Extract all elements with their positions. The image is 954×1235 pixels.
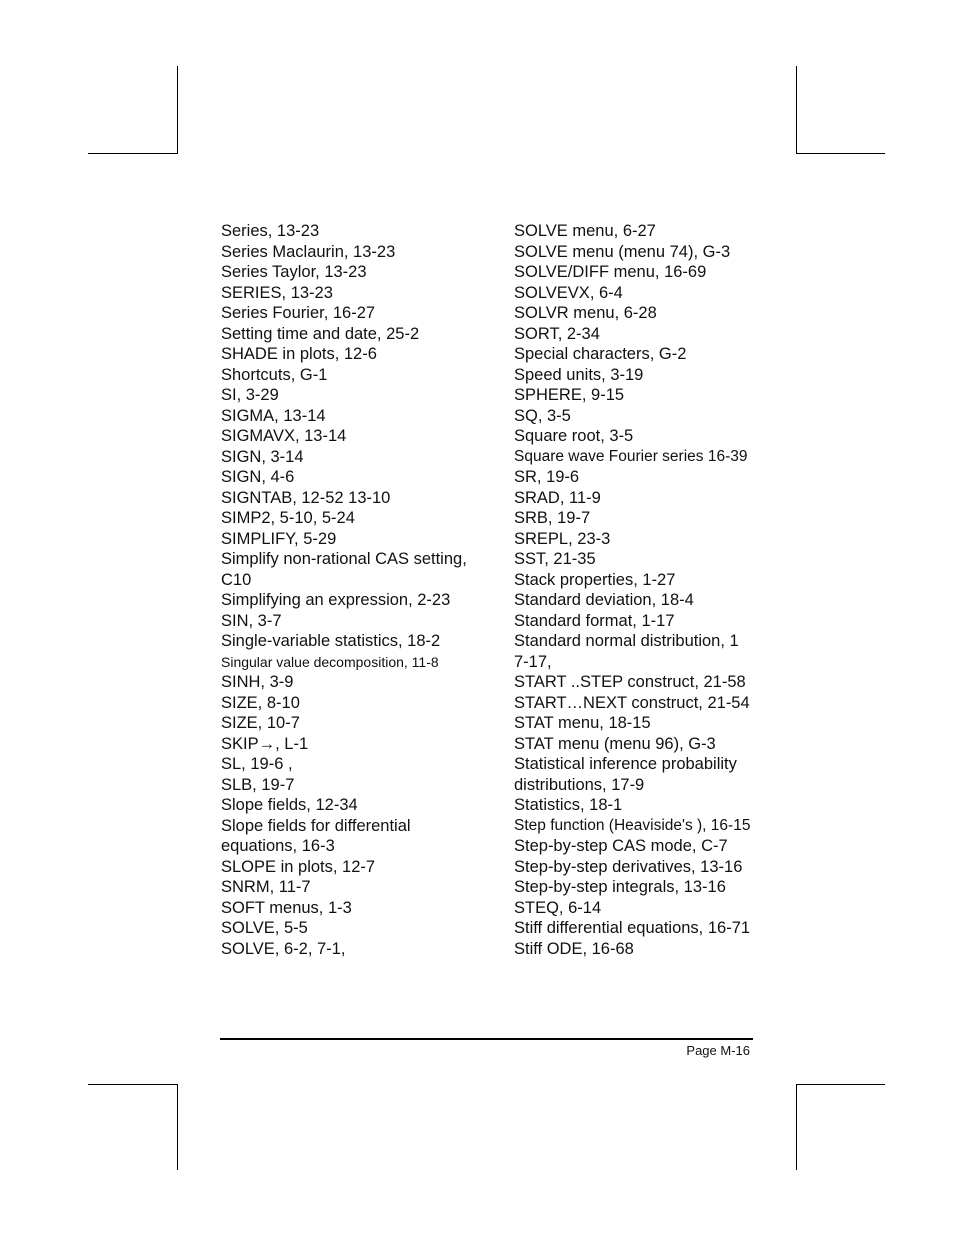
index-entry: SIGNTAB, 12-52 13-10 [221, 488, 391, 507]
crop-mark-top-right-vertical [796, 66, 797, 154]
index-entry: Standard format, 1-17 [514, 611, 675, 630]
index-entry: SOFT menus, 1-3 [221, 898, 352, 917]
index-entry: Step-by-step CAS mode, C-7 [514, 837, 728, 855]
index-entry: Slope fields, 12-34 [221, 796, 358, 814]
index-entry: Standard deviation, 18-4 [514, 591, 694, 609]
index-entry: SIGMAVX, 13-14 [221, 427, 347, 445]
index-entry: SOLVE, 5-5 [221, 919, 308, 937]
index-entry: SORT, 2-34 [514, 324, 600, 343]
index-entry: SNRM, 11-7 [221, 878, 311, 896]
index-entry: Step function (Heaviside's ), 16-15 [514, 816, 751, 834]
index-entry: SR, 19-6 [514, 468, 580, 486]
index-entry: Square wave Fourier series 16-39 [514, 447, 748, 465]
index-entry: SIGN, 3-14 [221, 447, 304, 466]
crop-mark-top-left-horizontal [88, 153, 177, 154]
crop-mark-top-left-vertical [177, 66, 178, 154]
index-left-column [221, 221, 491, 959]
index-entry: Shortcuts, G-1 [221, 365, 328, 384]
index-entry: SOLVEVX, 6-4 [514, 283, 623, 302]
index-entry: STEQ, 6-14 [514, 898, 602, 917]
index-entry: SIN, 3-7 [221, 611, 282, 630]
index-entry: SOLVE, 6-2, 7-1, [221, 939, 346, 958]
index-entry: SIGN, 4-6 [221, 468, 295, 486]
index-entry: SIZE, 8-10 [221, 693, 300, 712]
crop-mark-bottom-right-horizontal [796, 1084, 885, 1085]
index-entry: Special characters, G-2 [514, 345, 687, 363]
index-entry: Slope fields for differential equations, 16-3 [221, 816, 411, 855]
index-entry: SIMP2, 5-10, 5-24 [221, 509, 355, 527]
index-entry: SOLVE menu, 6-27 [514, 222, 656, 240]
page-number: Page M-16 [686, 1043, 750, 1058]
index-entry: SOLVE/DIFF menu, 16-69 [514, 263, 707, 281]
index-entry: Series Taylor, 13-23 [221, 263, 367, 281]
index-entry: SRAD, 11-9 [514, 488, 601, 507]
index-entry: Stiff differential equations, 16-71 [514, 919, 751, 937]
index-entry: Simplify non-rational CAS setting, C10 [221, 550, 467, 589]
index-entry: SLB, 19-7 [221, 775, 295, 794]
index-entry: SST, 21-35 [514, 550, 596, 568]
index-entry: SREPL, 23-3 [514, 529, 611, 548]
index-entry: Stiff ODE, 16-68 [514, 939, 634, 958]
index-right-column [514, 221, 764, 959]
index-entry: SRB, 19-7 [514, 509, 591, 527]
index-entry: Series Fourier, 16-27 [221, 304, 376, 322]
index-entry: Singular value decomposition, 11-8 [221, 653, 439, 670]
index-entry: Single-variable statistics, 18-2 [221, 632, 441, 650]
crop-mark-top-right-horizontal [796, 153, 885, 154]
index-entry: Statistical inference probability distributions, 17-9 [514, 755, 737, 794]
index-entry: Statistics, 18-1 [514, 796, 623, 814]
index-entry: STAT menu, 18-15 [514, 714, 651, 732]
index-entry: SIMPLIFY, 5-29 [221, 529, 337, 548]
index-entry: SOLVE menu (menu 74), G-3 [514, 242, 731, 261]
crop-mark-bottom-left-vertical [177, 1084, 178, 1170]
index-entry: Series, 13-23 [221, 222, 320, 240]
index-entry: Setting time and date, 25-2 [221, 324, 420, 343]
index-entry: Series Maclaurin, 13-23 [221, 242, 396, 261]
index-entry: SINH, 3-9 [221, 673, 294, 691]
index-entry: Simplifying an expression, 2-23 [221, 591, 451, 609]
index-entry: Step-by-step integrals, 13-16 [514, 878, 726, 896]
index-entry: SI, 3-29 [221, 386, 279, 404]
index-entry: Speed units, 3-19 [514, 365, 644, 384]
index-entry: Square root, 3-5 [514, 427, 634, 445]
index-entry: SLOPE in plots, 12-7 [221, 857, 376, 876]
index-entry: SIGMA, 13-14 [221, 406, 326, 425]
index-entry: SERIES, 13-23 [221, 283, 333, 302]
index-entry: SIZE, 10-7 [221, 714, 300, 732]
index-entry: Standard normal distribution, 17-17, [514, 632, 739, 671]
index-entry: SPHERE, 9-15 [514, 386, 625, 404]
index-entry: STAT menu (menu 96), G-3 [514, 734, 716, 753]
index-entry: Step-by-step derivatives, 13-16 [514, 857, 743, 876]
index-entry: SQ, 3-5 [514, 406, 571, 425]
footer-rule [220, 1038, 753, 1040]
crop-mark-bottom-right-vertical [796, 1084, 797, 1170]
index-entry: START…NEXT construct, 21-54 [514, 693, 750, 712]
index-entry: SL, 19-6 , [221, 755, 293, 773]
crop-mark-bottom-left-horizontal [88, 1084, 177, 1085]
index-entry: START ..STEP construct, 21-58 [514, 673, 746, 691]
index-entry: Stack properties, 1-27 [514, 570, 676, 589]
index-entry: SOLVR menu, 6-28 [514, 304, 657, 322]
index-entry: SHADE in plots, 12-6 [221, 345, 377, 363]
index-entry: SKIP→, L-1 [221, 734, 309, 753]
